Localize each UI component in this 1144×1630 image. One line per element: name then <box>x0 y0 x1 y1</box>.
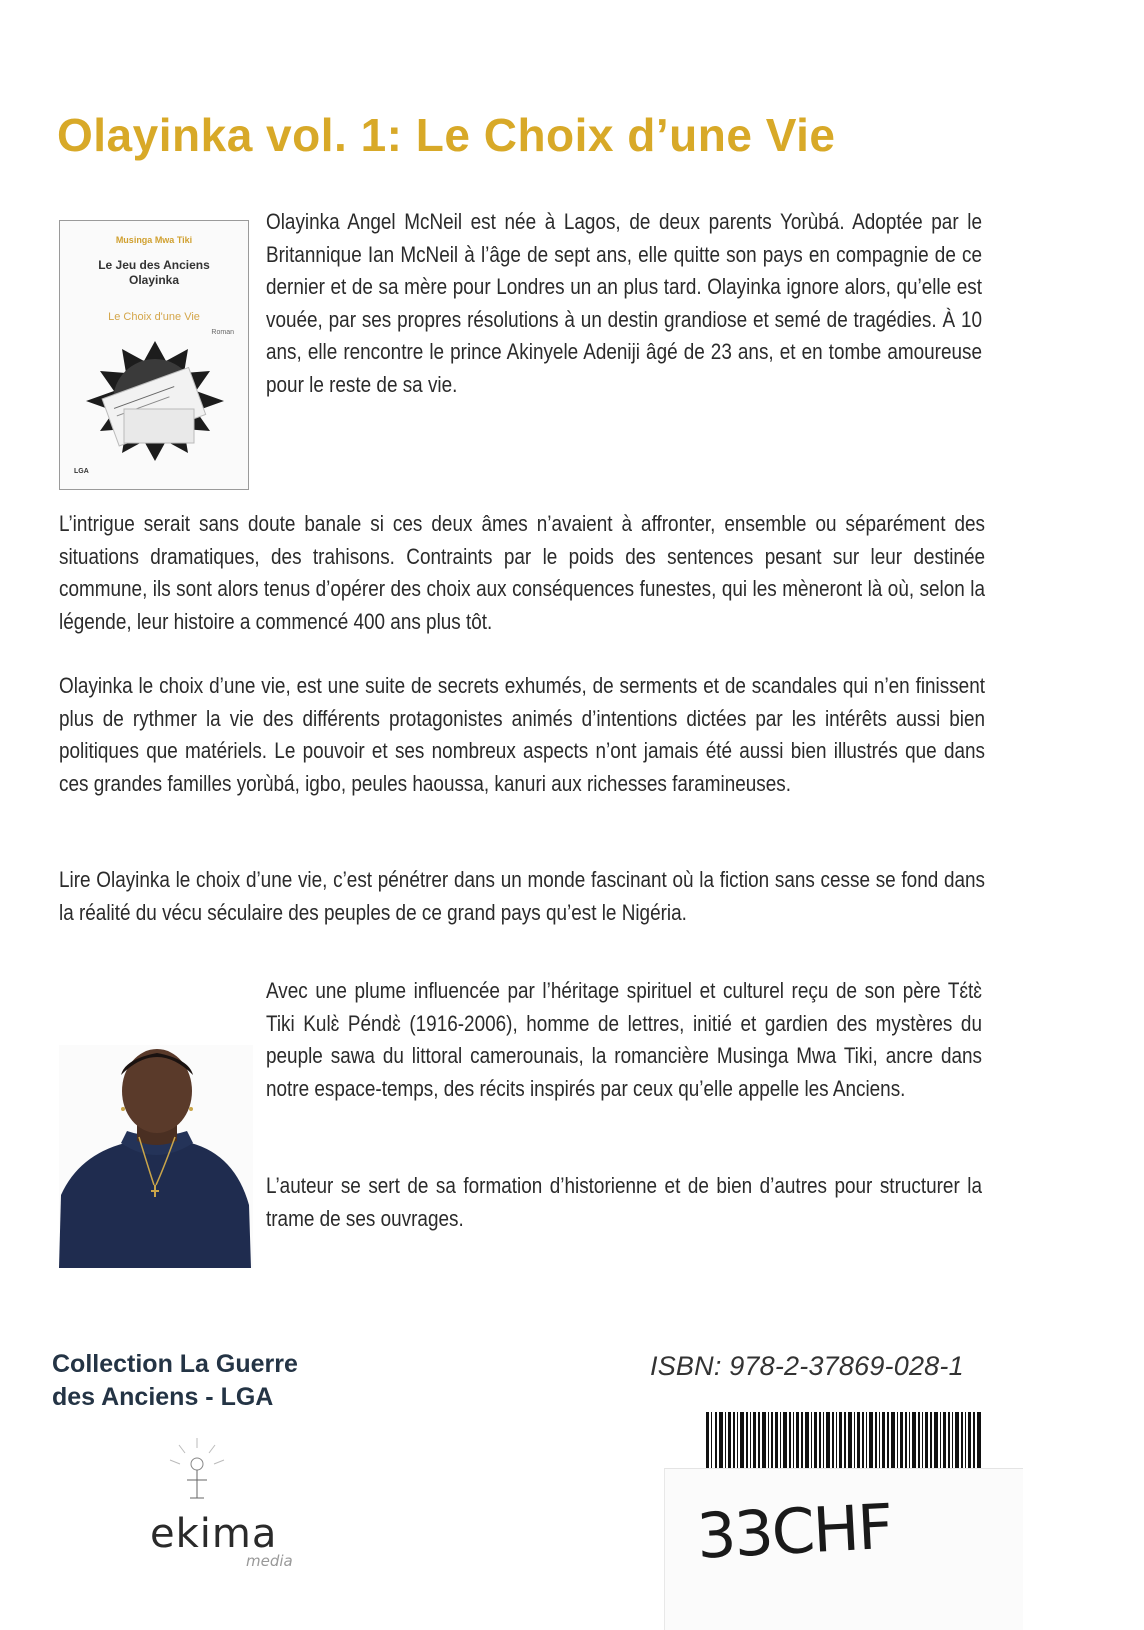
intro-text: Olayinka Angel McNeil est née à Lagos, de deux parents Yorùbá. Adoptée par le Britannique Ian McNeil à l’âge de sept ans, elle quitte son pays en compagnie de ce dernier et de sa mère pour Londres un an plus tard. Olayinka ignore alors, qu’elle est vouée, par ses propres résolutions à un destin grandiose et semé de tragédies. À 10 ans, elle rencontre le prince Akinyele Adeniji âgé de 23 ans, et en tombe amoureuse pour le reste de sa vie. <box>266 209 982 397</box>
cover-ornament-icon <box>78 339 233 464</box>
author-photo <box>59 1045 253 1268</box>
paragraph-4-text: Lire Olayinka le choix d’une vie, c’est pénétrer dans un monde fascinant où la fiction sans cesse se fond dans la réalité du vécu séculaire des peuples de ce grand pays qu’est le Nigéria. <box>59 867 985 925</box>
intro-paragraph <box>266 206 982 401</box>
author-bio-text: Avec une plume influencée par l’héritage spirituel et culturel reçu de son père Tɛ́tɛ̀ Tiki Kulɛ̀ Péndɛ̀ (1916-2006), homme de lettres, initié et gardien des mystères du peuple sawa du littoral camerounais, la romancière Musinga Mwa Tiki, ancre dans notre espace-temps, des récits inspirés par ceux qu’elle appelle les Anciens. <box>266 978 982 1101</box>
cover-publisher: LGA <box>74 468 89 475</box>
paragraph-2 <box>59 508 985 638</box>
ekima-logo-icon <box>152 1438 242 1518</box>
collection-line2: des Anciens - LGA <box>52 1383 274 1411</box>
logo-name: ekima <box>150 1511 278 1557</box>
cover-series-line2: Olayinka <box>128 273 180 287</box>
paragraph-3-text: Olayinka le choix d’une vie, est une suite de secrets exhumés, de serments et de scandales qui n’en finissent plus de rythmer la vie des différents protagonistes animés d’intentions dictées par les intérêts aussi bien politiques que matériels. Le pouvoir et ses nombreux aspects n’ont jamais été aussi bien illustrés que dans ces grandes familles yorùbá, igbo, peules haoussa, kanuri aux richesses faramineuses. <box>59 673 985 796</box>
cover-series-line1: Le Jeu des Anciens <box>98 258 210 272</box>
isbn-number: ISBN: 978-2-37869-028-1 <box>650 1351 964 1381</box>
cover-genre: Roman <box>211 329 234 336</box>
paragraph-2-text: L’intrigue serait sans doute banale si ces deux âmes n’avaient à affronter, ensemble ou séparément des situations dramatiques, des trahisons. Contraints par le poids des sentences pesant sur leur destinée commune, ils sont alors tenus d’opérer des choix aux conséquences funestes, qui les mèneront là où, selon la légende, leur histoire a commencé 400 ans plus tôt. <box>59 511 985 634</box>
paragraph-4 <box>59 864 985 929</box>
author-bio <box>266 975 982 1105</box>
paragraph-3 <box>59 670 985 800</box>
cover-subtitle: Le Choix d'une Vie <box>108 311 200 323</box>
price-handwritten: 33CHF <box>695 1489 894 1573</box>
author-note-text: L’auteur se sert de sa formation d’historienne et de bien d’autres pour structurer la trame de ses ouvrages. <box>266 1173 982 1231</box>
logo-tagline: media <box>246 1552 293 1570</box>
cover-author: Musinga Mwa Tiki <box>115 235 193 245</box>
barcode-icon <box>706 1412 982 1470</box>
book-title: Olayinka vol. 1: Le Choix d’une Vie <box>57 109 836 161</box>
collection-line1: Collection La Guerre <box>52 1350 298 1378</box>
cover-thumbnail <box>59 220 249 490</box>
collection-name <box>52 1348 298 1414</box>
cover-series <box>60 258 248 288</box>
author-note <box>266 1170 982 1235</box>
